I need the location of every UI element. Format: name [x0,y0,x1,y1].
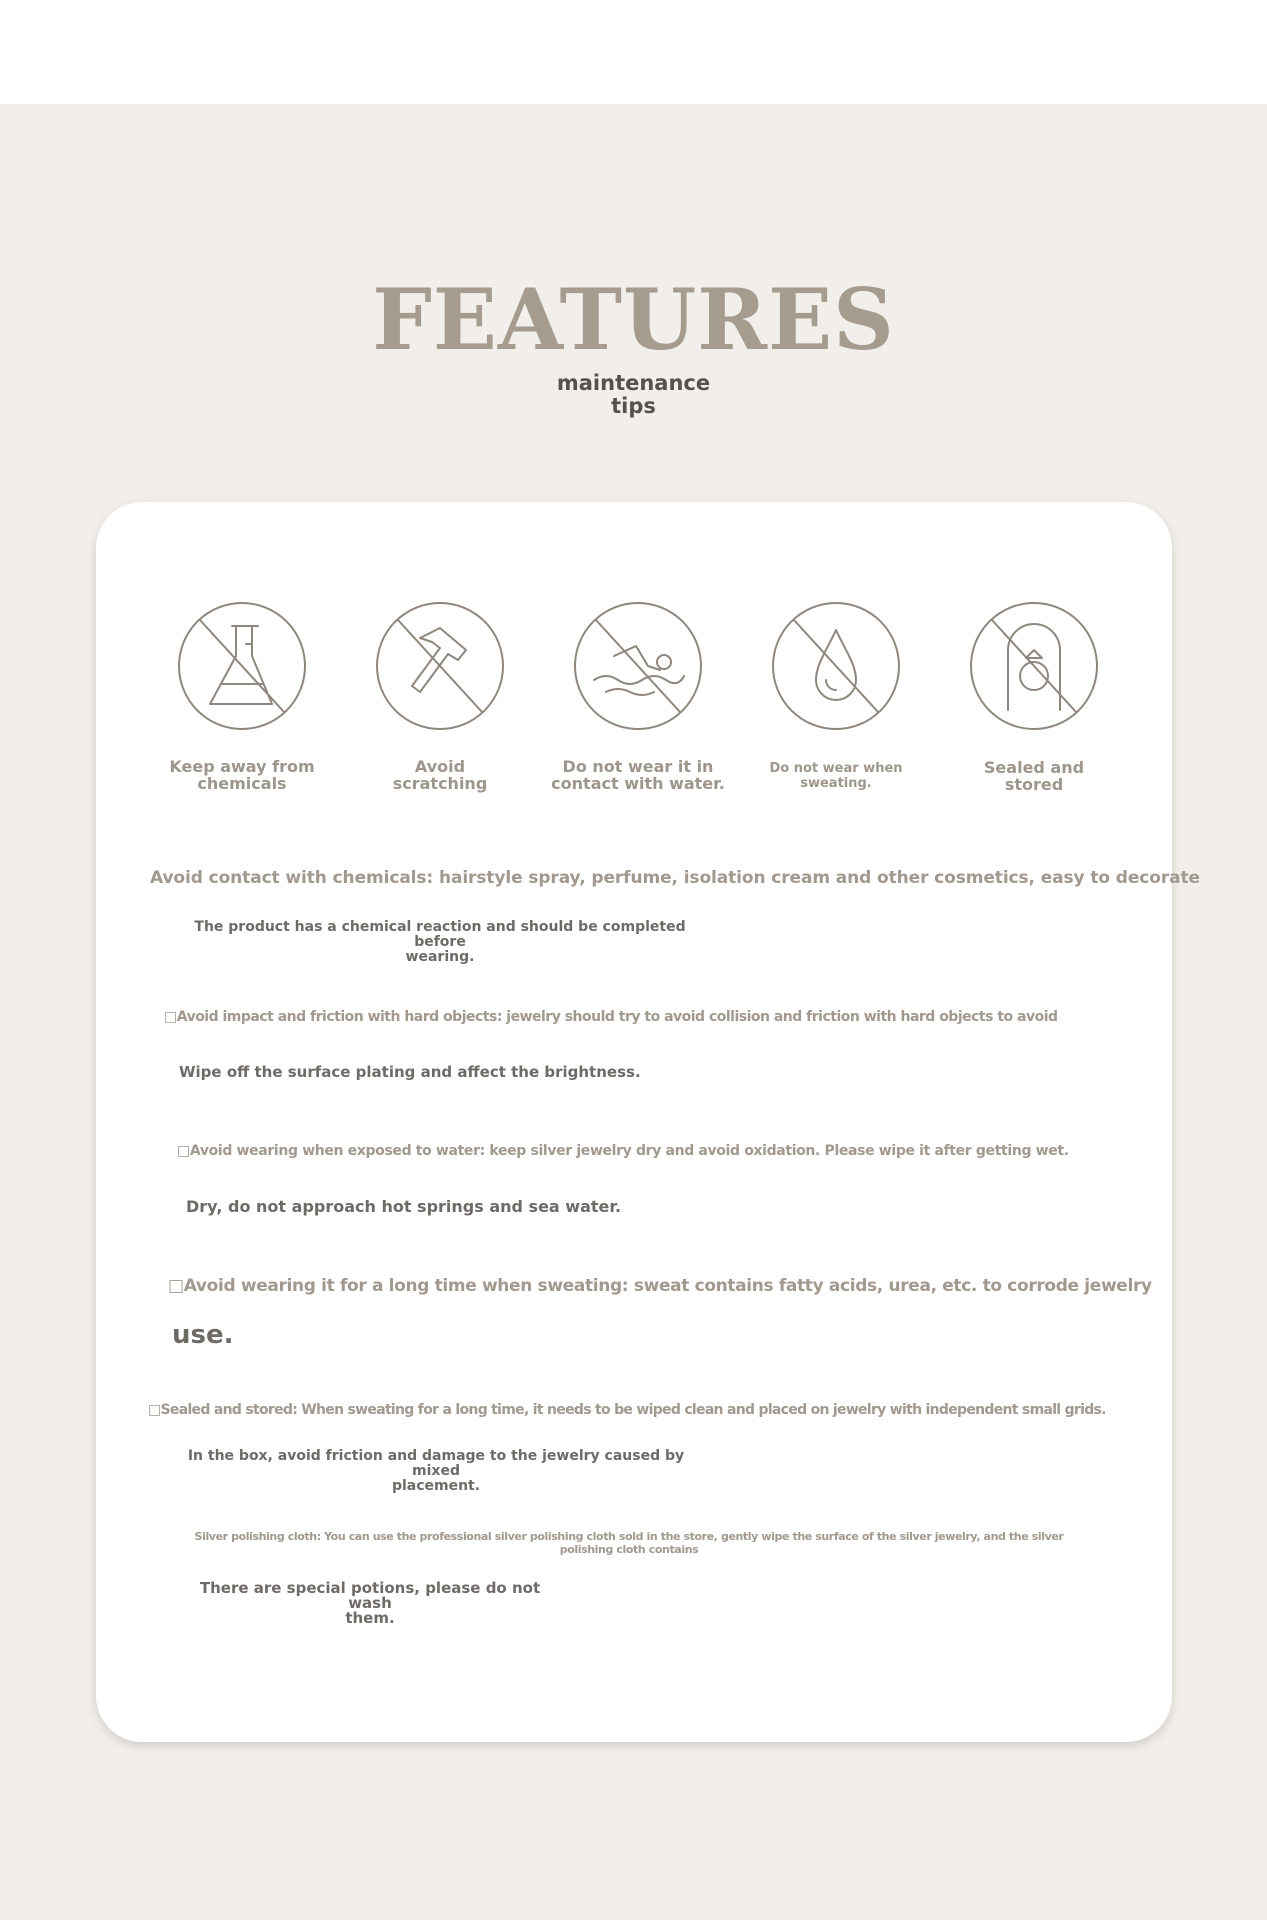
tip-heading-friction: □Avoid impact and friction with hard objects: jewelry should try to avoid collision and friction with hard objects to avoid [164,1009,1058,1025]
tip-detail-water: Dry, do not approach hot springs and sea water. [186,1197,622,1216]
tip-detail-polishing: There are special potions, please do not wash them. [199,1579,541,1627]
tip-detail-sealed: In the box, avoid friction and damage to the jewelry caused by mixed placement. [187,1448,685,1494]
tip-heading-sweating: □Avoid wearing it for a long time when sweating: sweat contains fatty acids, urea, etc. to corrode jewelry [168,1276,1152,1296]
swimming-icon [572,600,704,732]
icon-label-chemicals: Keep away from chemicals [169,757,315,793]
subtitle-line: maintenance [556,371,711,395]
tip-heading-sealed: □Sealed and stored: When sweating for a long time, it needs to be wiped clean and placed on jewelry with independent small grids. [148,1402,1106,1418]
tip-heading-water: □Avoid wearing when exposed to water: keep silver jewelry dry and avoid oxidation. Please wipe it after getting wet. [177,1143,1069,1159]
icon-label-sweating: Do not wear when sweating. [769,761,903,791]
icon-label-scratching: Avoid scratching [392,757,488,793]
tip-heading-polishing: Silver polishing cloth: You can use the professional silver polishing cloth sold in the store, gently wipe the surface of the silver jewelry, and the silver polishing cloth contains [194,1530,1064,1556]
flask-icon [176,600,308,732]
tip-detail-chemicals: The product has a chemical reaction and should be completed before wearing. [194,919,686,965]
tip-detail-sweating: use. [172,1320,234,1350]
tip-detail-friction: Wipe off the surface plating and affect the brightness. [179,1063,641,1081]
icon-label-sealed: Sealed and stored [983,758,1085,794]
subtitle-line: tips [611,394,656,418]
icon-label-water: Do not wear it in contact with water. [551,757,725,793]
page-title: FEATURES [372,270,895,369]
water-drop-icon [770,600,902,732]
tip-heading-chemicals: Avoid contact with chemicals: hairstyle spray, perfume, isolation cream and other cosmetics, easy to decorate [150,868,1200,888]
hammer-icon [374,600,506,732]
maintenance-card [96,502,1200,1742]
page-subtitle [0,372,1267,418]
ring-box-icon [968,600,1100,732]
